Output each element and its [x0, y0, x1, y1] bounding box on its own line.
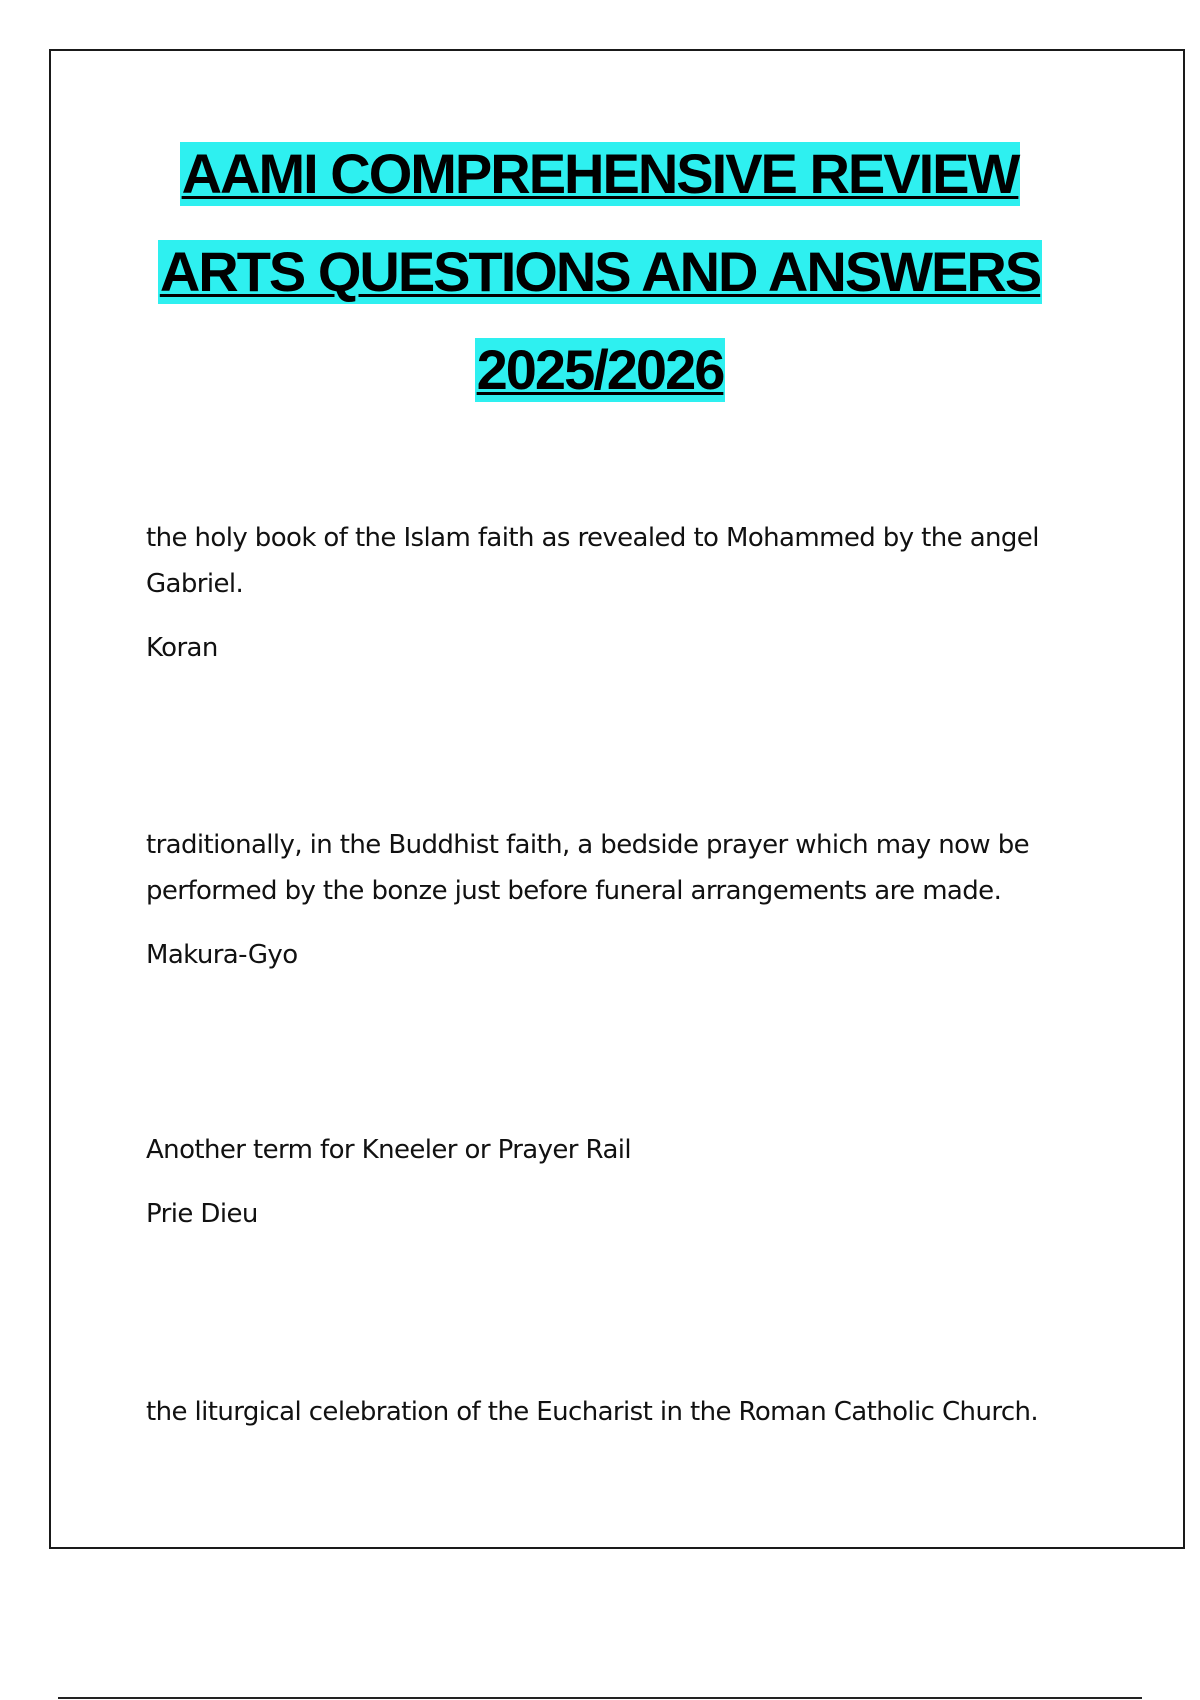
title-line-3-text: 2025/2026 [476, 338, 724, 401]
document-title [0, 140, 1200, 434]
title-line-2-text: ARTS QUESTIONS AND ANSWERS [159, 240, 1041, 303]
qa-item-1 [146, 515, 1106, 671]
qa-item-4 [146, 1389, 1146, 1435]
qa-item-3 [146, 1127, 1106, 1237]
title-line-3 [0, 336, 1200, 434]
question-text: the holy book of the Islam faith as revealed to Mohammed by the angel Gabriel. [146, 523, 1039, 599]
answer-text: Makura-Gyo [146, 940, 298, 970]
answer-text: Koran [146, 633, 218, 663]
footer-rule [58, 1697, 1142, 1699]
question-text: traditionally, in the Buddhist faith, a bedside prayer which may now be performed by the bonze just before funeral arrangements are made. [146, 830, 1030, 906]
qa-item-2 [146, 822, 1106, 978]
title-line-1 [0, 140, 1200, 238]
question-text: the liturgical celebration of the Eucharist in the Roman Catholic Church. [146, 1397, 1039, 1427]
title-line-2 [0, 238, 1200, 336]
answer-text: Prie Dieu [146, 1199, 258, 1229]
question-text: Another term for Kneeler or Prayer Rail [146, 1135, 632, 1165]
title-line-1-text: AAMI COMPREHENSIVE REVIEW [181, 142, 1019, 205]
